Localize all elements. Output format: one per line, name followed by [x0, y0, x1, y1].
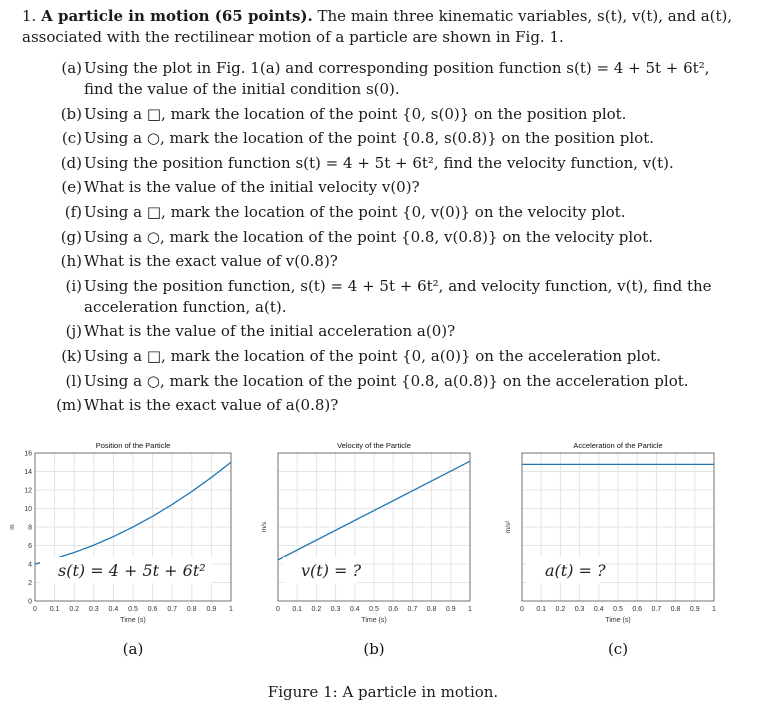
x-tick-label: 0.2: [555, 606, 566, 613]
part-text: What is the value of the initial velocity v(0)?: [84, 178, 420, 197]
x-tick-label: 0.5: [613, 606, 623, 613]
x-axis-label: Time (s): [120, 617, 146, 624]
subfigure-label: (a): [122, 640, 144, 658]
x-tick-label: 0.2: [311, 606, 322, 613]
part-label: (c): [61, 129, 82, 148]
subfigure-label: (c): [607, 640, 629, 658]
part-item: [22, 128, 738, 149]
part-item: [22, 276, 738, 318]
part-text: Using the position function s(t) = 4 + 5t + 6t², find the velocity function, v(t).: [84, 153, 674, 172]
part-item: [22, 346, 738, 367]
x-tick-label: 0.8: [426, 606, 437, 613]
x-tick-label: 0.5: [369, 606, 379, 613]
x-tick-label: 0.9: [206, 606, 217, 613]
part-item: [22, 177, 738, 198]
part-text: What is the value of the initial acceleration a(0)?: [84, 322, 456, 341]
part-item: [22, 202, 738, 223]
x-tick-label: 0.3: [88, 606, 99, 613]
part-label: (d): [60, 153, 82, 172]
x-tick-label: 0.3: [574, 606, 585, 613]
problem-number: 1.: [22, 7, 37, 25]
part-label: (m): [56, 396, 82, 415]
chart-svg: [8, 436, 244, 658]
part-label: (b): [60, 104, 82, 123]
x-tick-label: 0.4: [108, 606, 119, 613]
chart-title: Acceleration of the Particle: [573, 441, 663, 450]
part-text: Using the position function, s(t) = 4 + 5t + 6t², and velocity function, v(t), find the acceleration function, a(t).: [84, 276, 712, 316]
x-axis-label: Time (s): [605, 617, 631, 624]
parts-list: [22, 58, 738, 416]
part-text: Using a □, mark the location of the point {0, a(0)} on the acceleration plot.: [84, 346, 661, 365]
part-item: [22, 153, 738, 174]
y-tick-label: 14: [24, 469, 32, 476]
x-tick-label: 1: [468, 606, 472, 613]
x-tick-label: 0.9: [689, 606, 700, 613]
part-label: (a): [61, 59, 82, 77]
y-tick-label: 10: [24, 506, 32, 513]
x-tick-label: 0.1: [536, 606, 547, 613]
x-axis-label: Time (s): [361, 617, 387, 624]
part-item: [22, 395, 738, 416]
part-label: (j): [65, 322, 82, 341]
x-tick-label: 0.6: [147, 606, 158, 613]
function-annotation: s(t) = 4 + 5t + 6t²: [58, 561, 206, 580]
x-tick-label: 0.8: [186, 606, 197, 613]
chart-svg: [504, 436, 730, 658]
y-tick-label: 8: [28, 524, 32, 532]
part-label: (l): [65, 371, 82, 390]
part-text: What is the exact value of a(0.8)?: [84, 396, 339, 415]
x-tick-label: 0.6: [632, 606, 643, 613]
x-tick-label: 0.7: [167, 606, 178, 613]
part-text: Using a ○, mark the location of the point {0.8, v(0.8)} on the velocity plot.: [84, 227, 654, 246]
y-tick-label: 2: [28, 580, 32, 587]
subfigure-label: (b): [363, 640, 385, 658]
part-text: Using a □, mark the location of the point {0, s(0)} on the position plot.: [84, 104, 627, 123]
function-annotation: a(t) = ?: [545, 561, 606, 580]
position-plot: [8, 436, 244, 658]
chart-title: Velocity of the Particle: [337, 441, 411, 450]
y-tick-label: 16: [24, 450, 32, 458]
x-tick-label: 0.2: [69, 606, 80, 613]
part-text: Using the plot in Fig. 1(a) and corresponding position function s(t) = 4 + 5t + 6t², find the value of the initial condition s(0).: [84, 59, 710, 98]
y-axis-label: m: [9, 524, 16, 530]
part-item: [22, 321, 738, 342]
function-annotation: v(t) = ?: [301, 561, 362, 580]
x-tick-label: 0.9: [445, 606, 456, 613]
x-tick-label: 0.5: [128, 606, 138, 613]
x-tick-label: 0: [520, 606, 524, 613]
part-text: What is the exact value of v(0.8)?: [84, 252, 338, 271]
part-item: [22, 371, 738, 392]
x-tick-label: 0.4: [593, 606, 604, 613]
x-tick-label: 0.7: [651, 606, 662, 613]
part-label: (h): [60, 252, 82, 271]
x-tick-label: 0.4: [349, 606, 360, 613]
y-tick-label: 0: [28, 598, 32, 606]
velocity-plot: [258, 436, 484, 658]
x-tick-label: 0: [33, 606, 37, 613]
y-tick-label: 4: [28, 561, 32, 569]
part-item: [22, 251, 738, 272]
part-label: (f): [64, 202, 82, 221]
part-text: Using a □, mark the location of the point {0, v(0)} on the velocity plot.: [84, 202, 626, 221]
part-item: [22, 104, 738, 125]
part-label: (k): [61, 346, 82, 365]
x-tick-label: 0.1: [292, 606, 303, 613]
part-label: (i): [65, 276, 82, 295]
x-tick-label: 1: [229, 606, 233, 613]
part-label: (e): [61, 178, 82, 197]
x-tick-label: 0: [276, 606, 280, 613]
x-tick-label: 0.8: [670, 606, 681, 613]
figure-caption: Figure 1: A particle in motion.: [267, 683, 499, 701]
y-tick-label: 6: [28, 543, 32, 550]
problem-intro: The main three kinematic variables, s(t), v(t), and a(t), associated with the rectilinear motion of a particle are shown in Fig. 1.: [22, 7, 733, 46]
chart-svg: [258, 436, 484, 658]
part-text: Using a ○, mark the location of the point {0.8, s(0.8)} on the position plot.: [84, 129, 654, 148]
part-text: Using a ○, mark the location of the point {0.8, a(0.8)} on the acceleration plot.: [84, 371, 689, 390]
y-tick-label: 12: [24, 487, 32, 495]
part-label: (g): [60, 227, 82, 246]
y-axis-label: m/s: [261, 521, 268, 533]
part-item: [22, 227, 738, 248]
part-item: [22, 58, 738, 100]
acceleration-plot: [504, 436, 730, 658]
problem-statement: [22, 6, 738, 420]
chart-title: Position of the Particle: [95, 441, 171, 450]
x-tick-label: 1: [712, 606, 716, 613]
x-tick-label: 0.1: [49, 606, 60, 613]
x-tick-label: 0.7: [407, 606, 418, 613]
x-tick-label: 0.6: [388, 606, 399, 613]
y-axis-label: m/s²: [505, 520, 512, 534]
problem-title: A particle in motion (65 points).: [41, 7, 313, 25]
x-tick-label: 0.3: [330, 606, 341, 613]
